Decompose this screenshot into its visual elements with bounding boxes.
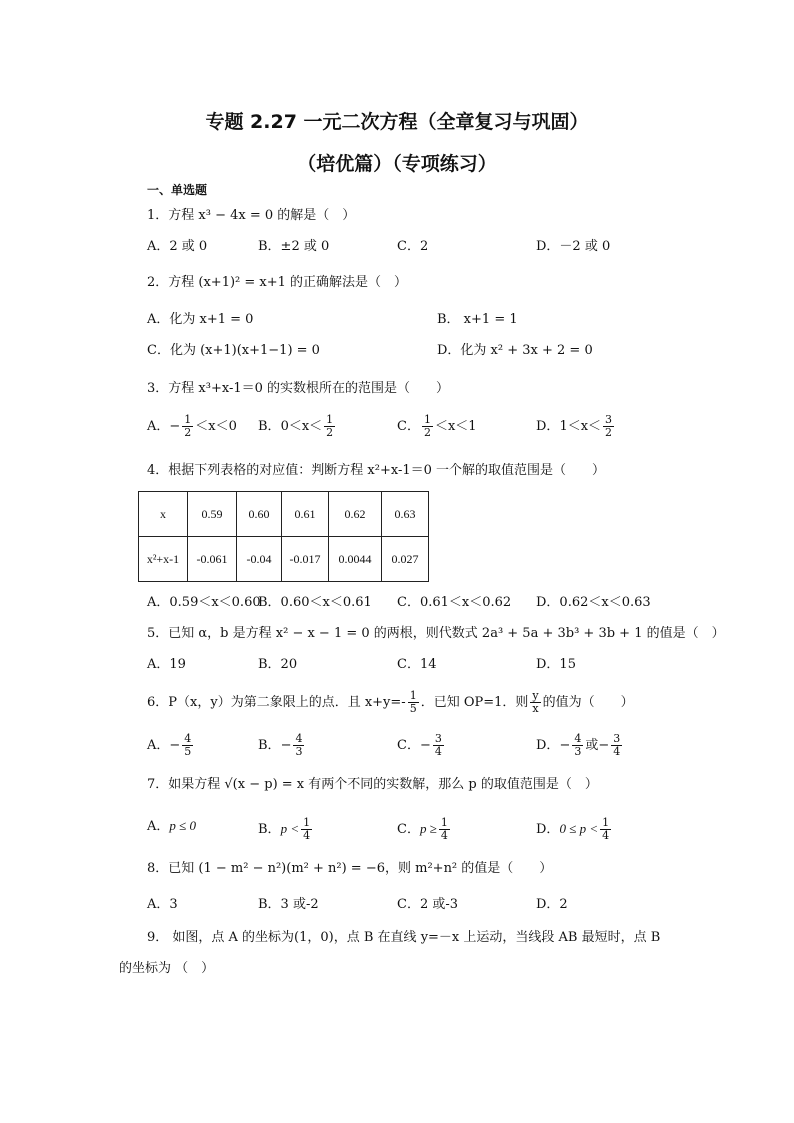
question-8-option-a: A．3 [147,897,178,912]
question-1-option-b: B．±2 或 0 [258,239,330,254]
question-4-option-a: A．0.59＜x＜0.60 [147,595,261,610]
numerator: 3 [434,732,442,745]
option-label: A． [147,819,170,834]
question-4-option-b: B．0.60＜x＜0.61 [258,595,372,610]
fraction [324,414,335,439]
fraction [439,817,450,842]
question-8-option-d: D．2 [536,897,568,912]
question-5-option-c: C．14 [397,657,437,672]
denominator: 5 [184,745,192,758]
denominator: 2 [326,426,334,439]
table-cell: 0.62 [329,492,382,537]
table-cell: 0.61 [282,492,329,537]
denominator: 4 [613,745,621,758]
table-cell: 0.027 [382,537,429,582]
fraction [530,690,540,715]
numerator: 1 [184,413,192,426]
option-math: p < [280,821,300,836]
option-prefix: − [419,738,431,753]
title-line-2: （培优篇）（专项练习） [297,153,497,175]
question-5-stem: 5．已知 α，b 是方程 x² − x − 1 = 0 的两根，则代数式 2a³ + 5a + 3b³ + 3b + 1 的值是（ ） [147,626,725,641]
denominator: 2 [605,426,613,439]
question-3-option-c [397,414,477,439]
question-6-option-d [536,733,624,758]
question-7-stem: 7．如果方程 √(x − p) = x 有两个不同的实数解，那么 p 的取值范围是（ ） [147,777,598,792]
denominator: 2 [423,426,431,439]
table-cell: x²+x-1 [139,537,188,582]
fraction [433,733,444,758]
question-1-option-a: A．2 或 0 [147,239,208,254]
numerator: 1 [440,816,448,829]
table-cell: -0.04 [237,537,282,582]
fraction [422,414,433,439]
numerator: 1 [409,689,417,702]
option-label: C． [397,822,420,837]
numerator: 3 [613,732,621,745]
option-prefix: 1＜x＜ [559,419,602,434]
table-cell: x [139,492,188,537]
table-row [139,492,429,537]
denominator: x [532,702,539,715]
denominator: 4 [434,745,442,758]
section-heading: 一、单选题 [147,183,208,197]
denominator: 2 [184,426,192,439]
option-label: D． [536,738,560,753]
option-label: B． [258,419,281,434]
table-cell: 0.0044 [329,537,382,582]
question-3-option-a [147,414,237,439]
question-5-option-d: D．15 [536,657,576,672]
stem-text: 的值为（ ） [542,695,634,710]
numerator: 4 [184,732,192,745]
question-9-stem-line-2: 的坐标为 （ ） [119,961,215,976]
question-4-option-c: C．0.61＜x＜0.62 [397,595,512,610]
option-math: 0 ≤ p < [559,821,599,836]
question-7-option-c [397,817,452,842]
table-cell: -0.017 [282,537,329,582]
question-5-option-b: B．20 [258,657,298,672]
denominator: 4 [440,829,448,842]
option-prefix: 0＜x＜ [280,419,323,434]
question-8-stem: 8．已知 (1 − m² − n²)(m² + n²) = −6，则 m²+n² 的值是（ ） [147,861,553,876]
option-label: A． [147,419,170,434]
option-suffix: ＜x＜0 [195,419,237,434]
question-7-option-d [536,817,613,842]
value-table [138,491,429,582]
question-2-option-a: A．化为 x+1 = 0 [147,312,254,327]
fraction [600,817,611,842]
fraction [182,733,193,758]
stem-text: 6．P（x，y）为第二象限上的点．且 x+y=- [147,695,406,710]
fraction [408,690,419,715]
table-cell: 0.63 [382,492,429,537]
fraction [611,733,622,758]
option-label: D． [536,419,560,434]
fraction [572,733,583,758]
option-math: p ≤ 0 [169,818,197,833]
option-label: C． [397,419,420,434]
question-1-stem: 1．方程 x³ − 4x = 0 的解是（ ） [147,208,356,223]
question-6-option-b [258,733,306,758]
question-1-option-c: C．2 [397,239,429,254]
numerator: 1 [423,413,431,426]
question-3-option-b [258,414,337,439]
fraction [293,733,304,758]
denominator: 5 [409,702,417,715]
question-3-option-d [536,414,616,439]
table-cell: 0.59 [188,492,237,537]
numerator: 4 [295,732,303,745]
option-label: C． [397,738,420,753]
fraction [301,817,312,842]
question-7-option-b [258,817,314,842]
question-4-option-d: D．0.62＜x＜0.63 [536,595,651,610]
option-label: B． [258,822,281,837]
option-label: B． [258,738,281,753]
option-prefix: − [169,419,181,434]
question-8-option-b: B．3 或-2 [258,897,319,912]
option-prefix: − [280,738,292,753]
question-5-option-a: A．19 [147,657,186,672]
option-prefix: − [169,738,181,753]
question-2-option-c: C．化为 (x+1)(x+1−1) = 0 [147,343,320,358]
option-prefix: − [559,738,571,753]
numerator: 3 [605,413,613,426]
question-7-option-a [147,817,196,836]
option-suffix: 或− [585,738,610,753]
denominator: 4 [602,829,610,842]
numerator: 4 [574,732,582,745]
option-label: D． [536,822,560,837]
fraction [182,414,193,439]
question-4-stem: 4．根据下列表格的对应值：判断方程 x²+x-1＝0 一个解的取值范围是（ ） [147,463,606,478]
stem-text: ．已知 OP=1．则 [420,695,529,710]
question-2-stem: 2．方程 (x+1)² = x+1 的正确解法是（ ） [147,275,408,290]
denominator: 3 [295,745,303,758]
denominator: 3 [574,745,582,758]
title-line-1: 专题 2.27 一元二次方程（全章复习与巩固） [205,111,589,133]
option-label: A． [147,738,170,753]
question-9-stem-line-1: 9． 如图，点 A 的坐标为(1，0)，点 B 在直线 y=－x 上运动，当线段 AB 最短时，点 B [147,930,661,945]
question-2-option-d: D．化为 x² + 3x + 2 = 0 [437,343,593,358]
denominator: 4 [303,829,311,842]
option-suffix: ＜x＜1 [434,419,477,434]
option-math: p ≥ [419,821,437,836]
question-6-stem [147,690,634,715]
question-6-option-a [147,733,195,758]
question-3-stem: 3．方程 x³+x-1＝0 的实数根所在的范围是（ ） [147,381,450,396]
fraction [603,414,614,439]
question-1-option-d: D．－2 或 0 [536,239,611,254]
question-8-option-c: C．2 或-3 [397,897,459,912]
numerator: 1 [602,816,610,829]
table-row [139,537,429,582]
table-cell: -0.061 [188,537,237,582]
numerator: y [532,689,539,702]
numerator: 1 [303,816,311,829]
table-cell: 0.60 [237,492,282,537]
question-6-option-c [397,733,446,758]
numerator: 1 [326,413,334,426]
question-2-option-b: B． x+1 = 1 [437,312,518,327]
